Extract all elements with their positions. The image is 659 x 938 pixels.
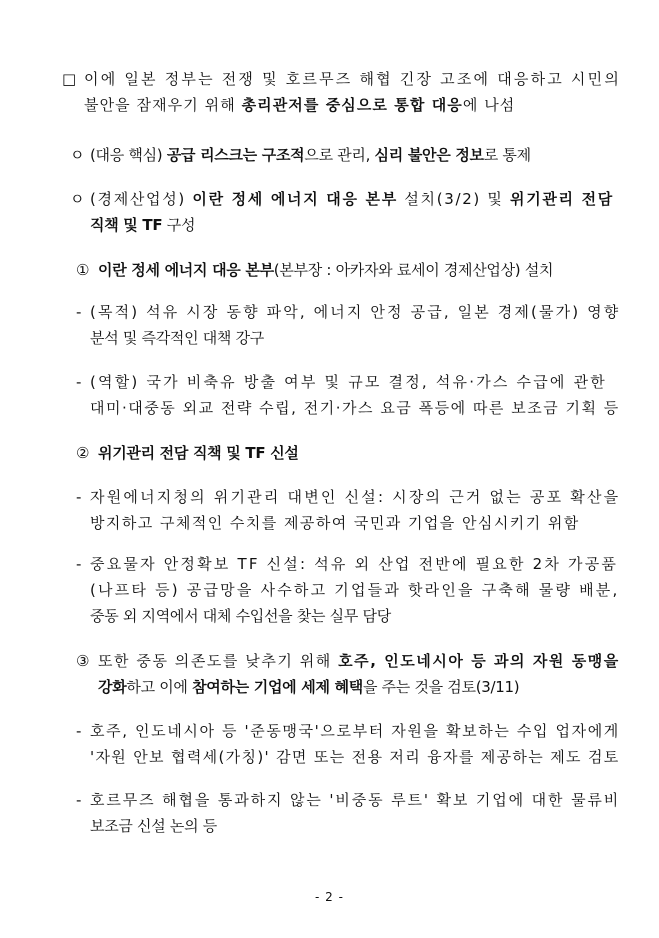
bold-text-run: 공급 리스크는 구조적 [166,146,305,164]
bold-text-run: 심리 불안은 정보 [374,146,484,164]
item2-tf-line-1 [90,551,619,577]
item1-purpose-line-2 [90,325,620,351]
bold-text-run: 참여하는 기업에 세제 혜택 [192,678,363,696]
text-run: 중동 외 지역에서 대체 수입선을 찾는 실무 담당 [90,607,391,625]
text-run: (역할) 국가 비축유 방출 여부 및 규모 결정, 석유·가스 수급에 관한 [90,373,607,391]
dash-bullet-icon: - [76,373,82,391]
item3-importers-line-1 [90,718,620,744]
bold-text-run: 호주, 인도네시아 등 과의 자원 동맹을 [338,652,620,670]
text-run: 보조금 신설 논의 등 [90,817,217,835]
item1-purpose [76,299,620,351]
item3-route [76,787,620,839]
item1-role [76,369,620,421]
section-line-2 [84,92,619,118]
text-run: 설치(3/2) 및 [397,190,511,208]
item3-line-2 [98,674,620,700]
text-run: (대응 핵심) [90,146,167,164]
section-paragraph [62,66,622,118]
text-run: 또한 중동 의존도를 낮추기 위해 [98,652,339,670]
item1-role-line-2 [90,395,620,421]
number-3-icon: ③ [76,652,90,670]
checkbox-square-icon: □ [62,70,76,88]
bold-text-run: 위기관리 전담 직책 및 TF 신설 [98,444,299,462]
text-run: 대미·대중동 외교 전략 수립, 전기·가스 요금 폭등에 따른 보조금 기획 등 [90,399,620,417]
text-run: '자원 안보 협력세(가칭)' 감면 또는 전용 저리 융자를 제공하는 제도 검토 [90,748,620,766]
core-paragraph [70,142,531,168]
dash-bullet-icon: - [76,791,82,809]
bold-text-run: 이란 정세 에너지 대응 본부 [98,261,274,279]
item1-heading [76,257,553,283]
text-run: 에 나섬 [462,96,516,114]
item2-heading [76,440,299,466]
number-2-icon: ② [76,444,90,462]
text-run: 구성 [162,216,196,234]
item2-spokesperson-line-2 [90,510,620,536]
meti-line-2 [90,212,614,238]
item3-line-1 [98,648,620,674]
item2-spokesperson-line-1 [90,484,620,510]
bold-text-run: 직책 및 TF [90,216,163,234]
text-run: 하고 이에 [126,678,193,696]
item3-route-line-1 [90,787,620,813]
text-run: (목적) 석유 시장 동향 파악, 에너지 안정 공급, 일본 경제(물가) 영향 [90,303,621,321]
dash-bullet-icon: - [76,722,82,740]
item2-tf [76,551,619,629]
number-1-icon: ① [76,261,90,279]
text-run: 이에 일본 정부는 전쟁 및 호르무즈 해협 긴장 고조에 대응하고 시민의 [84,70,622,88]
item1-role-line-1 [90,369,620,395]
dash-bullet-icon: - [76,488,82,506]
item1-line-1 [98,257,553,283]
section-line-1 [84,66,622,92]
text-run: 방지하고 구체적인 수치를 제공하여 국민과 기업을 안심시키기 위함 [90,514,580,532]
item2-tf-line-2 [90,577,619,603]
item3-importers [76,718,620,770]
item3-heading [76,648,620,700]
text-run: (본부장 : 아카자와 료세이 경제산업상) 설치 [273,261,554,279]
item1-purpose-line-1 [90,299,620,325]
dash-bullet-icon: - [76,303,82,321]
text-run: 로 통제 [483,146,531,164]
item2-spokesperson [76,484,620,536]
dash-bullet-icon: - [76,555,82,573]
bold-text-run: 강화 [98,678,127,696]
text-run: 불안을 잠재우기 위해 [84,96,242,114]
text-run: 중요물자 안정확보 TF 신설: 석유 외 산업 전반에 필요한 2차 가공품 [90,555,619,573]
text-run: (나프타 등) 공급망을 사수하고 기업들과 핫라인을 구축해 물량 배분, [90,581,620,599]
text-run: 으로 관리, [304,146,375,164]
meti-line-1 [90,186,614,212]
circle-bullet-icon: ㅇ [70,146,85,164]
text-run: 호르무즈 해협을 통과하지 않는 '비중동 루트' 확보 기업에 대한 물류비 [90,791,621,809]
item3-route-line-2 [90,813,620,839]
bold-text-run: 위기관리 전담 [510,190,614,208]
text-run: 을 주는 것을 검토(3/11) [362,678,520,696]
meti-paragraph [70,186,614,238]
text-run: 분석 및 즉각적인 대책 강구 [90,329,264,347]
bold-text-run: 이란 정세 에너지 대응 본부 [192,190,398,208]
core-line-1 [90,142,531,168]
text-run: 호주, 인도네시아 등 '준동맹국'으로부터 자원을 확보하는 수입 업자에게 [90,722,620,740]
item3-importers-line-2 [90,744,620,770]
item2-tf-line-3 [90,603,619,629]
item2-line-1 [98,440,299,466]
bold-text-run: 총리관저를 중심으로 통합 대응 [241,96,463,114]
text-run: 자원에너지청의 위기관리 대변인 신설: 시장의 근거 없는 공포 확산을 [90,488,621,506]
circle-bullet-icon: ㅇ [70,190,85,208]
text-run: (경제산업성) [90,190,193,208]
page-number: - 2 - [315,890,344,904]
